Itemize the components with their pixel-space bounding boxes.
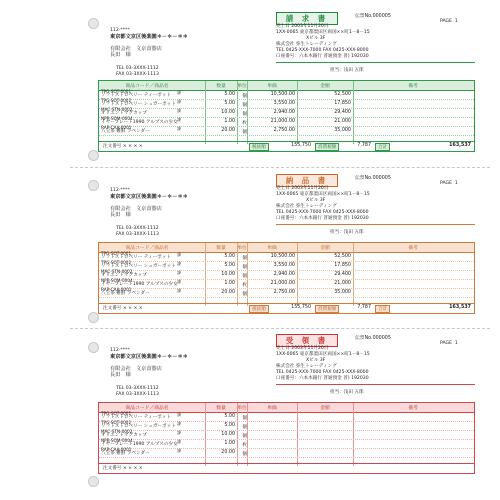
- page-indicator: PAGE 1: [440, 341, 458, 346]
- sender-company: 株式会社 弥生トレーディング: [276, 42, 337, 47]
- signature-divider: [276, 384, 475, 385]
- total-label: 合計: [375, 143, 390, 151]
- table-header: 商品コード／商品名 数量 単位 単価 金額 備考: [99, 403, 474, 413]
- table-row: NPR-SOM-0004 課 イヤープレート1990 アルプスの少女 1.00 枚 21,000.00 21,000: [99, 279, 474, 289]
- recipient-fax: FAX 03-3XXX-1113: [116, 392, 159, 397]
- page-indicator: PAGE 1: [440, 181, 458, 186]
- recipient-postal: 112-****: [110, 188, 130, 193]
- punch-hole: [88, 476, 99, 487]
- table-row: MAC-STN-0002 課 オリエントマグカップ 10.00 個 2,940.00 29,400: [99, 108, 474, 118]
- recipient-fax: FAX 03-3XXX-1113: [116, 232, 159, 237]
- recipient-postal: 112-****: [110, 28, 130, 33]
- invoice-slip: [80, 12, 475, 152]
- recipient-address: 東京都文京区後楽園＊－＊－＊＊: [110, 34, 188, 40]
- sender-rep: 担当：浅田 五郎: [330, 390, 364, 395]
- doc-title: 請 求 書: [276, 12, 338, 25]
- voucher-info: 伝票No.000005: [355, 176, 391, 181]
- total-label: 合計: [375, 305, 390, 313]
- recipient-postal: 112-****: [110, 348, 130, 353]
- sender-company: 株式会社 弥生トレーディング: [276, 364, 337, 369]
- total-value: 163,537: [449, 143, 471, 148]
- table-row: TPG-SOT-0001 課 ソフトストロベリー ティーポット 5.00 個 10,500.00 52,500: [99, 90, 474, 100]
- sender-building: Xビル 3F: [306, 36, 326, 41]
- recipient-person: 長田 様: [110, 372, 131, 378]
- sale-date: 売上日 2003年11月20日: [276, 186, 329, 191]
- table-header: 商品コード／商品名 数量 単位 単価 金額 備考: [99, 243, 474, 253]
- recipient-tel: TEL 03-3XXX-1112: [116, 386, 159, 391]
- items-table: [98, 242, 475, 314]
- table-row: TPG-SOT-0002 課 ソフトストロベリー シュガーポット 5.00 個 3,550.00 17,850: [99, 99, 474, 109]
- table-row: TPG-SOT-0001 課 ソフトストロベリー ティーポット 5.00 個 10,500.00 52,500: [99, 252, 474, 262]
- tax-value: 7,787: [357, 143, 371, 148]
- doc-title: 納 品 書: [276, 174, 338, 187]
- tax-value: 7,787: [357, 305, 371, 310]
- sender-rep: 担当：浅田 五郎: [330, 68, 364, 73]
- recipient-tel: TEL 03-3XXX-1112: [116, 226, 159, 231]
- sender-building: Xビル 3F: [306, 358, 326, 363]
- order-number: 注文番号 × × × ×: [103, 466, 143, 471]
- perforation-line: [70, 167, 490, 168]
- table-footer: [99, 463, 474, 473]
- table-row: NPR-SOM-0004 課 イヤープレート1990 アルプスの少女 1.00 枚: [99, 439, 474, 449]
- sender-address: 1XX-0065 東京都墨田区両国××町1－8－15: [276, 192, 370, 197]
- table-row: RAP-CAA-0001 課 八宝茶 難鮮 ラベンダー 20.00 個: [99, 448, 474, 458]
- sender-rep: 担当：浅田 五郎: [330, 230, 364, 235]
- signature-divider: [276, 62, 475, 63]
- table-row: MAC-STN-0002 課 オリエントマグカップ 10.00 個 2,940.00 29,400: [99, 270, 474, 280]
- order-number: 注文番号 × × × ×: [103, 306, 143, 311]
- table-footer: [99, 303, 474, 313]
- items-table: [98, 402, 475, 474]
- items-table: [98, 80, 475, 152]
- subtotal-label: 税抜額: [249, 143, 269, 151]
- table-row: TPG-SOT-0002 課 ソフトストロベリー シュガーポット 5.00 個 3,550.00 17,850: [99, 261, 474, 271]
- recipient-person: 長田 様: [110, 52, 131, 58]
- page-indicator: PAGE 1: [440, 19, 458, 24]
- delivery-slip: [80, 174, 475, 314]
- sender-address: 1XX-0065 東京都墨田区両国××町1－8－15: [276, 30, 370, 35]
- receipt-slip: [80, 334, 475, 474]
- sender-bank: 口座番号：六本木銀行 普通預金 普) 192030: [276, 376, 369, 381]
- table-row: MAC-STN-0002 課 オリエントマグカップ 10.00 個: [99, 430, 474, 440]
- order-number: 注文番号 × × × ×: [103, 144, 143, 149]
- table-row: TPG-SOT-0001 課 ソフトストロベリー ティーポット 5.00 個: [99, 412, 474, 422]
- recipient-company: 有限会社 文京食器店: [110, 366, 162, 372]
- signature-divider: [276, 224, 475, 225]
- voucher-info: 伝票No.000005: [355, 14, 391, 19]
- tax-label: 消費税額: [315, 143, 339, 151]
- table-header: 商品コード／商品名 数量 単位 単価 金額 備考: [99, 81, 474, 91]
- voucher-info: 伝票No.000005: [355, 336, 391, 341]
- sender-company: 株式会社 弥生トレーディング: [276, 204, 337, 209]
- sender-contact: TEL 0425-XXX-7000 FAX 0425-XXX-8000: [276, 370, 369, 375]
- recipient-tel: TEL 03-3XXX-1112: [116, 66, 159, 71]
- recipient-company: 有限会社 文京食器店: [110, 46, 162, 52]
- sale-date: 売上日 2003年11月20日: [276, 346, 329, 351]
- tax-label: 消費税額: [315, 305, 339, 313]
- table-row: NPR-SOM-0004 課 イヤープレート1990 アルプスの少女 1.00 枚 21,000.00 21,000: [99, 117, 474, 127]
- sale-date: 売上日 2003年11月20日: [276, 24, 329, 29]
- table-row: RAP-CAA-0001 課 八宝茶 難鮮 ラベンダー 20.00 個 2,750.00 35,000: [99, 126, 474, 136]
- table-footer: [99, 141, 474, 151]
- sender-contact: TEL 0425-XXX-7000 FAX 0425-XXX-8000: [276, 210, 369, 215]
- subtotal-label: 税抜額: [249, 305, 269, 313]
- recipient-person: 長田 様: [110, 212, 131, 218]
- sender-contact: TEL 0425-XXX-7000 FAX 0425-XXX-8000: [276, 48, 369, 53]
- perforation-line: [70, 328, 490, 329]
- table-row: TPG-SOT-0002 課 ソフトストロベリー シュガーポット 5.00 個: [99, 421, 474, 431]
- total-value: 163,537: [449, 305, 471, 310]
- recipient-address: 東京都文京区後楽園＊－＊－＊＊: [110, 354, 188, 360]
- sender-address: 1XX-0065 東京都墨田区両国××町1－8－15: [276, 352, 370, 357]
- doc-title: 受 領 書: [276, 334, 338, 347]
- subtotal-value: 155,750: [291, 305, 311, 310]
- sender-bank: 口座番号：六本木銀行 普通預金 普) 192030: [276, 216, 369, 221]
- subtotal-value: 155,750: [291, 143, 311, 148]
- sender-building: Xビル 3F: [306, 198, 326, 203]
- recipient-address: 東京都文京区後楽園＊－＊－＊＊: [110, 194, 188, 200]
- recipient-fax: FAX 03-3XXX-1113: [116, 72, 159, 77]
- recipient-company: 有限会社 文京食器店: [110, 206, 162, 212]
- sender-bank: 口座番号：六本木銀行 普通預金 普) 192030: [276, 54, 369, 59]
- table-row: RAP-CAA-0001 課 八宝茶 難鮮 ラベンダー 20.00 個 2,750.00 35,000: [99, 288, 474, 298]
